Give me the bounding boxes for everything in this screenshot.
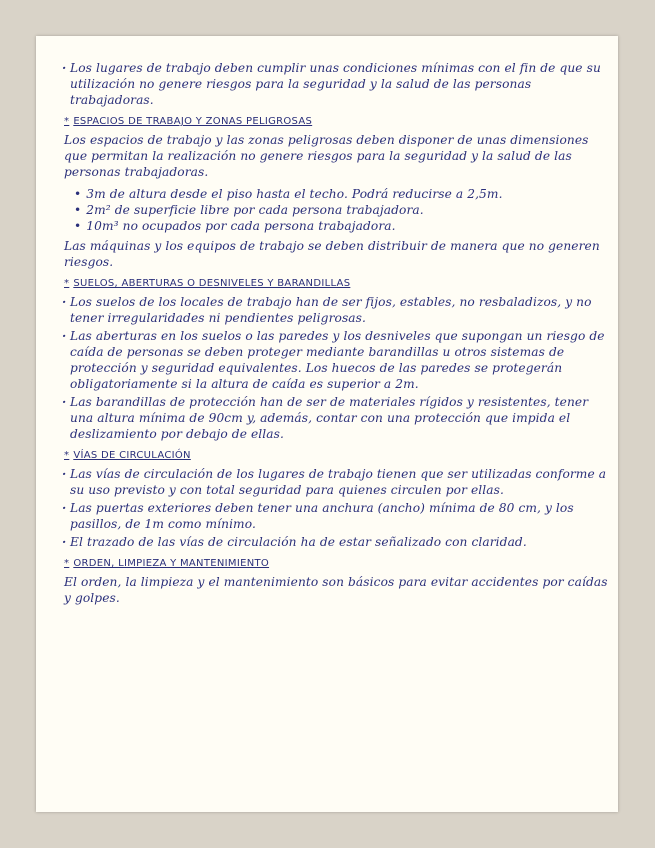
section-heading-espacios — [64, 114, 608, 130]
section-paragraph: Los espacios de trabajo y las zonas peligrosas deben disponer de unas dimensiones que permitan la realización no genere riesgos para la seguridad y la salud de las personas trabajadoras. — [64, 133, 589, 179]
section-paragraph: El orden, la limpieza y el mantenimiento son básicos para evitar accidentes por caídas y golpes. — [64, 575, 608, 605]
requirements-list — [64, 186, 608, 234]
section-title: ESPACIOS DE TRABAJO Y ZONAS PELIGROSAS — [73, 116, 313, 127]
section-orden — [64, 556, 608, 606]
section-title: SUELOS, ABERTURAS O DESNIVELES Y BARANDILLAS — [73, 278, 351, 289]
point-paragraph: · Las aberturas en los suelos o las paredes y los desniveles que supongan un riesgo de caída de personas se deben proteger mediante barandillas u otros sistemas de protección y seguridad equivalentes. Los huecos de las paredes se protegerán obligatoriamente si la altura de caída es superior a 2m. — [64, 328, 608, 392]
list-item: • 3m de altura desde el piso hasta el techo. Podrá reducirse a 2,5m. — [74, 186, 608, 202]
intro-paragraph: · Los lugares de trabajo deben cumplir unas condiciones mínimas con el fin de que su utilización no genere riesgos para la seguridad y la salud de las personas trabajadoras. — [64, 60, 608, 108]
asterisk-icon: * — [64, 558, 70, 569]
section-heading-suelos — [64, 276, 608, 292]
asterisk-icon: * — [64, 278, 70, 289]
section-title: ORDEN, LIMPIEZA Y MANTENIMIENTO — [73, 558, 270, 569]
point-paragraph: · El trazado de las vías de circulación ha de estar señalizado con claridad. — [64, 534, 608, 550]
section-heading-vias — [64, 448, 608, 464]
point-paragraph: · Las vías de circulación de los lugares de trabajo tienen que ser utilizadas conforme a su uso previsto y con total seguridad para quienes circulen por ellas. — [64, 466, 608, 498]
point-paragraph: · Las barandillas de protección han de ser de materiales rígidos y resistentes, tener una altura mínima de 90cm y, además, contar con una protección que impida el deslizamiento por debajo de ellas. — [64, 394, 608, 442]
handwritten-notes — [64, 60, 608, 606]
point-paragraph: · Las puertas exteriores deben tener una anchura (ancho) mínima de 80 cm, y los pasillos, de 1m como mínimo. — [64, 500, 608, 532]
section-title: VÍAS DE CIRCULACIÓN — [73, 450, 191, 461]
notebook-page — [36, 36, 618, 812]
list-item: • 2m² de superficie libre por cada persona trabajadora. — [74, 202, 608, 218]
asterisk-icon: * — [64, 450, 70, 461]
asterisk-icon: * — [64, 116, 70, 127]
list-item: • 10m³ no ocupados por cada persona trabajadora. — [74, 218, 608, 234]
section-closing: Las máquinas y los equipos de trabajo se deben distribuir de manera que no generen riesgos. — [64, 239, 600, 269]
point-paragraph: · Los suelos de los locales de trabajo han de ser fijos, estables, no resbaladizos, y no tener irregularidades ni pendientes peligrosas. — [64, 294, 608, 326]
section-heading-orden — [64, 556, 608, 572]
